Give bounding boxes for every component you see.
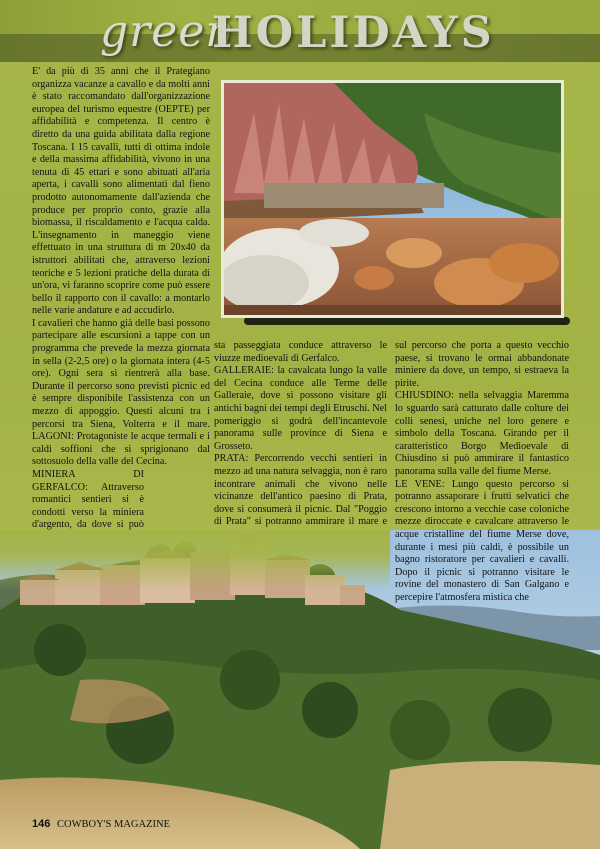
article-paragraph: E' da più di 35 anni che il Prategiano organizza vacanze a cavallo e da molti anni è stato raccomandato dall'organizzazione europea del turismo equestre (OEPTE) per affidabilità e competenza. Il centro è diretto da una guida abilitata dalla regione Toscana. I 15 cavalli, tutti di ottima indole e della massima affidabilità, vivono in una tenuta di 45 ettari e sono abituati all'aria aperta, i cavalli sono alimentati dal fieno prodotto autonomamente dall'azienda che produce per proprio conto, grazie alla biomassa, il riscaldamento e l'acqua calda. L'insegnamento in maneggio viene effettuato in una struttura di m 20x40 da istruttori abilitati che, attraverso lezioni teoriche e 5 lezioni pratiche della durata di un'ora, vi faranno scoprire come può essere bello il rapporto con il cavallo: a montarlo nelle varie andature e ad accudirlo. [32,66,210,317]
article-column-3 [395,340,569,604]
article-paragraph: sta passeggiata conduce attraverso le viuzze medioevali di Gerfalco. [214,340,387,364]
article-column-2 [214,340,387,554]
title-script: green [100,6,235,57]
badlands-photo [221,80,564,318]
magazine-name: COWBOY'S MAGAZINE [56,819,170,830]
article-paragraph: I cavalieri che hanno già delle basi possono partecipare alle escursioni a tappe con un programma che prevede la mezza giornata in sella (2-2,5 ore) o la giornata intera (4-5 ore). Ogni sera si rientrerà alla base. Durante il percorso sono previsti picnic ed è sempre disponibile l'assistenza con un mezzo di appoggio. Questi alcuni tra i percorsi tra Siena, Volterra e il mare. LAGONI: Protagoniste le acque termali e i caldi soffioni che si sprigionano dal sottosuolo della valle del Cecina. [32,317,210,468]
article-column-1 [32,66,210,557]
photo-shadow [244,317,570,325]
article-paragraph: PRATA: Percorrendo vecchi sentieri in mezzo ad una natura selvaggia, non è raro incontrare animali che vivono nelle vicinanze dell'antico paesino di Prata, dove si consumerà il picnic. Dal "Poggio di Prata" si potranno ammirare il mare e [214,453,387,528]
badlands-photo-art [224,83,561,315]
article-paragraph: MINIERA DI GERFALCO: Attraverso romantici sentieri si è condotti verso la miniera d'argento, da dove si può [32,469,144,531]
article-paragraph: sul percorso che porta a questo vecchio paese, si trovano le ormai abbandonate miniere da dove, un tempo, si estraeva la pirite. [395,340,569,389]
article-paragraph: CHIUSDINO: nella selvaggia Maremma lo sguardo sarà catturato dalle colture dei colli senesi, uniche nel loro genere e simbolo della Toscana. Girando per il caratteristico Borgo Medioevale di Chiusdino si può ammirare il fantastico panorama sulla valle del fiume Merse. [395,390,569,477]
photo-fade [0,530,390,590]
page-number: 146 [32,818,51,830]
article-paragraph: GALLERAIE: la cavalcata lungo la valle del Cecina conduce alle Terme delle Galleraie, dove si possono visitare gli antichi bagni dei tempi degli Etruschi. Nel pomeriggio si godrà dell'incantevole panorama sulle province di Siena e Grosseto. [214,365,387,452]
page-footer [32,818,170,830]
article-paragraph: LE VENE: Lungo questo percorso si potranno assaporare i frutti selvatici che crescono intorno a vecchie case coloniche mezze diroccate e cavalcare attraverso le acque cristalline del fiume Merse dove, durante i mesi più caldi, è possibile un bagno ristoratore per cavalieri e cavalli. Dopo il picnic si potranno visitare le rovine del monastero di San Galgano e percepire l'atmosfera mistica che [395,478,569,603]
header-band [0,0,600,62]
title-main: HOLIDAYS [212,8,495,58]
